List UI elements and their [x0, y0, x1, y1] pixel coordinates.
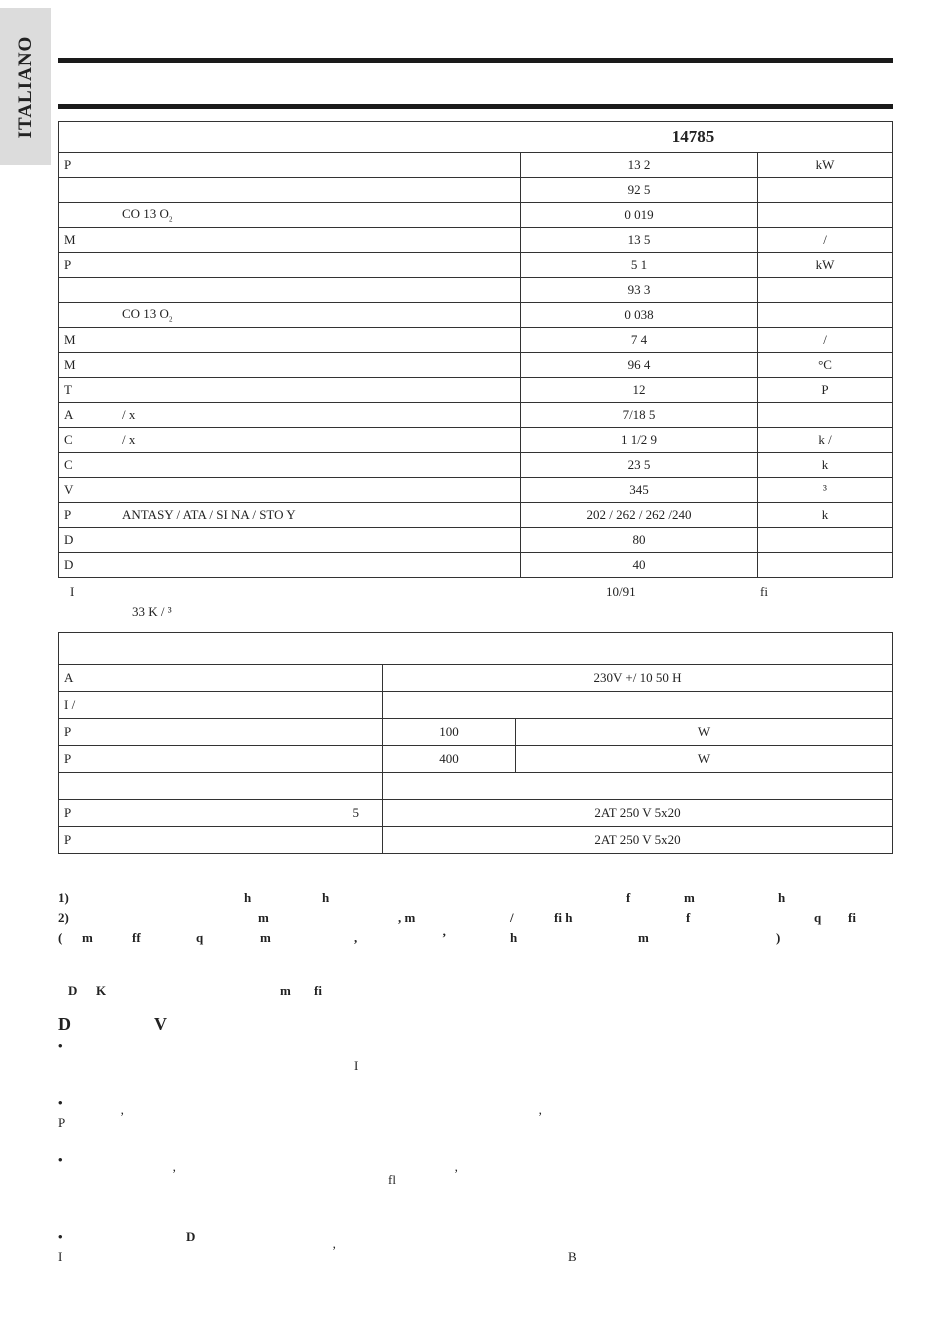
spec-row: [59, 178, 893, 203]
spec-value: 0 038: [521, 303, 758, 328]
spec-unit: [758, 303, 893, 328]
model-number: 14785: [59, 122, 893, 153]
spec-value: 7 4: [521, 328, 758, 353]
electrical-label: P: [59, 746, 383, 773]
spec-value: 0 019: [521, 203, 758, 228]
spec-value: 13 5: [521, 228, 758, 253]
spec-unit: ³: [758, 478, 893, 503]
electrical-unit: W: [516, 719, 893, 746]
electrical-value: [383, 773, 893, 800]
spec-row: [59, 553, 893, 578]
spec-label: [59, 178, 521, 203]
electrical-row: [59, 692, 893, 719]
footnote-2: 2) m , m / fi h f q fi: [58, 910, 856, 925]
top-rule: [58, 58, 893, 63]
spec-value: 80: [521, 528, 758, 553]
electrical-value: 2AT 250 V 5x20: [383, 800, 893, 827]
spec-unit: k: [758, 453, 893, 478]
spec-value: 7/18 5: [521, 403, 758, 428]
spec-value: 202 / 262 / 262 /240: [521, 503, 758, 528]
language-label: ITALIANO: [14, 35, 36, 138]
footnote-3: ( m ff q m , ’ h m ): [58, 930, 781, 945]
spec-label: P: [59, 153, 521, 178]
electrical-row: [59, 665, 893, 692]
spec-row: [59, 353, 893, 378]
spec-label: CO 13 $O_2$: [59, 303, 521, 328]
electrical-value: 400: [383, 746, 516, 773]
spec-label: M: [59, 228, 521, 253]
spec-unit: kW: [758, 253, 893, 278]
spec-unit: /: [758, 328, 893, 353]
spec-label: A / x: [59, 403, 521, 428]
spec-row: [59, 278, 893, 303]
electrical-table: [58, 632, 893, 854]
spec-table: [58, 121, 893, 578]
spec-row: [59, 303, 893, 328]
spec-row: [59, 378, 893, 403]
spec-row: [59, 453, 893, 478]
spec-label: C: [59, 453, 521, 478]
spec-row: [59, 528, 893, 553]
language-tab: [0, 8, 51, 165]
spec-label: M: [59, 353, 521, 378]
spec-unit: [758, 528, 893, 553]
electrical-value: 100: [383, 719, 516, 746]
electrical-row: [59, 827, 893, 854]
spec-label: CO 13 $O_2$: [59, 203, 521, 228]
spec-row: [59, 228, 893, 253]
electrical-label: [59, 773, 383, 800]
spec-label: D: [59, 528, 521, 553]
spec-unit: /: [758, 228, 893, 253]
electrical-label: P: [59, 719, 383, 746]
electrical-row: [59, 800, 893, 827]
spec-value: 40: [521, 553, 758, 578]
electrical-label: I /: [59, 692, 383, 719]
electrical-value: 230V +/ 10 50 H: [383, 665, 893, 692]
electrical-row: [59, 746, 893, 773]
electrical-table-header: [59, 633, 893, 665]
spec-row: [59, 428, 893, 453]
electrical-label: A: [59, 665, 383, 692]
electrical-unit: W: [516, 746, 893, 773]
spec-value: 13 2: [521, 153, 758, 178]
spec-label: M: [59, 328, 521, 353]
spec-unit: [758, 178, 893, 203]
spec-label: P ANTASY / ATA / SI NA / STO Y: [59, 503, 521, 528]
spec-unit: k /: [758, 428, 893, 453]
spec-row: [59, 253, 893, 278]
electrical-label: P 5: [59, 800, 383, 827]
spec-value: 1 1/2 9: [521, 428, 758, 453]
spec-unit: kW: [758, 153, 893, 178]
spec-row: [59, 203, 893, 228]
spec-unit: [758, 553, 893, 578]
spec-row: [59, 153, 893, 178]
spec-value: 96 4: [521, 353, 758, 378]
spec-value: 5 1: [521, 253, 758, 278]
header-rule: [58, 104, 893, 109]
spec-value: 345: [521, 478, 758, 503]
spec-label: D: [59, 553, 521, 578]
spec-row: [59, 503, 893, 528]
spec-value: 12: [521, 378, 758, 403]
electrical-row: [59, 719, 893, 746]
spec-label: C / x: [59, 428, 521, 453]
electrical-row: [59, 773, 893, 800]
spec-row: [59, 478, 893, 503]
footnote-1: 1) h h f m h: [58, 890, 786, 905]
spec-row: [59, 328, 893, 353]
spec-value: 92 5: [521, 178, 758, 203]
spec-label: P: [59, 253, 521, 278]
electrical-value: [383, 692, 893, 719]
spec-value: 23 5: [521, 453, 758, 478]
spec-unit: k: [758, 503, 893, 528]
spec-unit: [758, 278, 893, 303]
spec-unit: °C: [758, 353, 893, 378]
spec-label: [59, 278, 521, 303]
spec-value: 93 3: [521, 278, 758, 303]
spec-label: V: [59, 478, 521, 503]
spec-unit: [758, 203, 893, 228]
electrical-value: 2AT 250 V 5x20: [383, 827, 893, 854]
spec-row: [59, 403, 893, 428]
spec-label: T: [59, 378, 521, 403]
spec-unit: P: [758, 378, 893, 403]
electrical-label: P: [59, 827, 383, 854]
spec-unit: [758, 403, 893, 428]
